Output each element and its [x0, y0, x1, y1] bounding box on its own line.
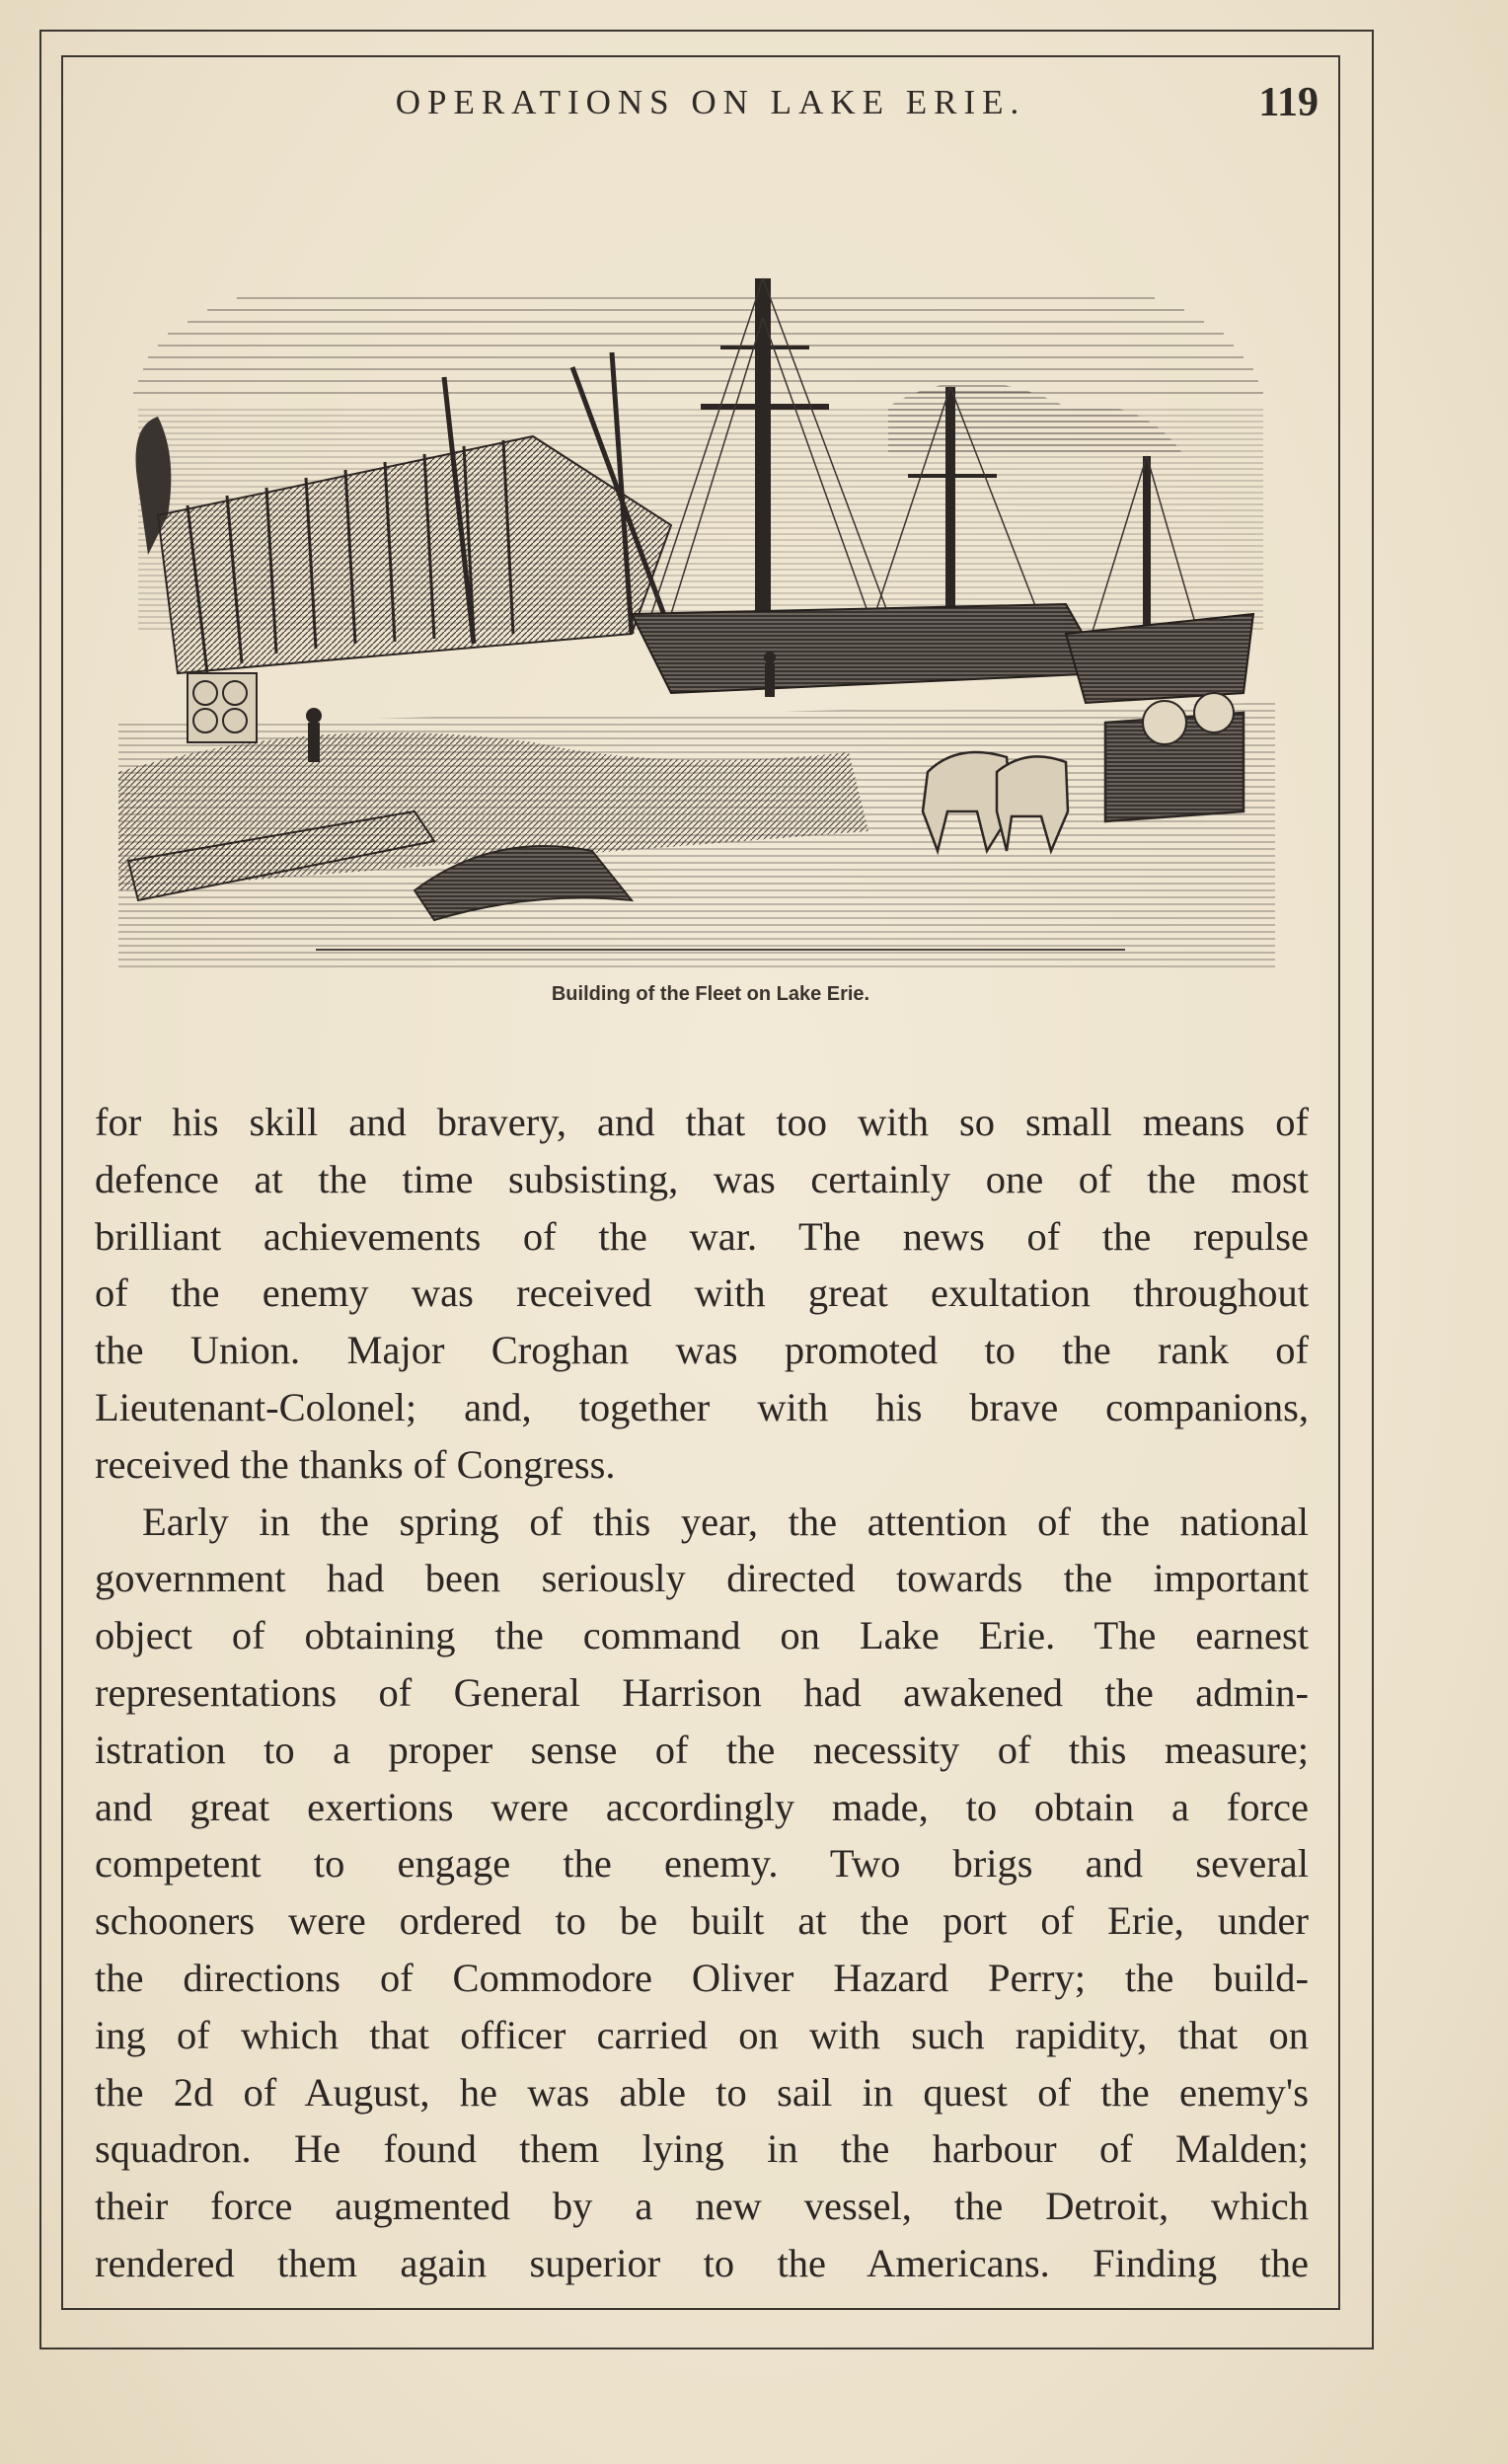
text-line: rendered them again superior to the Americans. Finding the: [95, 2240, 1309, 2285]
paragraph-2: [95, 1494, 1309, 2292]
text-line: Early in the spring of this year, the attention of the national: [142, 1499, 1309, 1544]
text-line: Lieutenant-Colonel; and, together with his brave companions,: [95, 1384, 1309, 1429]
text-line: squadron. He found them lying in the harbour of Malden;: [95, 2126, 1309, 2172]
text-line: defence at the time subsisting, was certainly one of the most: [95, 1156, 1309, 1201]
text-line: received the thanks of Congress.: [95, 1441, 616, 1487]
body-text: [95, 1094, 1309, 2292]
text-line: the 2d of August, he was able to sail in quest of the enemy's: [95, 2069, 1309, 2115]
running-head-title: OPERATIONS ON LAKE ERIE.: [395, 83, 1026, 121]
text-line: object of obtaining the command on Lake Erie. The earnest: [95, 1613, 1309, 1658]
running-head: [0, 80, 1508, 134]
figure-caption: Building of the Fleet on Lake Erie.: [551, 983, 870, 1005]
paragraph-1: [95, 1094, 1309, 1494]
text-line: competent to engage the enemy. Two brigs and several: [95, 1841, 1309, 1886]
text-line: brilliant achievements of the war. The news of the repulse: [95, 1213, 1309, 1259]
text-line: the Union. Major Croghan was promoted to the rank of: [95, 1328, 1309, 1373]
text-line: government had been seriously directed towards the important: [95, 1556, 1309, 1601]
text-line: the directions of Commodore Oliver Hazard Perry; the build-: [95, 1955, 1309, 2000]
text-line: istration to a proper sense of the necessity of this measure;: [95, 1727, 1309, 1772]
text-line: schooners were ordered to be built at the port of Erie, under: [95, 1898, 1309, 1944]
text-line: and great exertions were accordingly made, to obtain a force: [95, 1784, 1309, 1829]
text-line: of the enemy was received with great exultation throughout: [95, 1270, 1309, 1316]
text-line: their force augmented by a new vessel, the Detroit, which: [95, 2184, 1309, 2229]
text-line: ing of which that officer carried on with such rapidity, that on: [95, 2012, 1309, 2057]
text-line: representations of General Harrison had awakened the admin-: [95, 1669, 1309, 1715]
text-line: for his skill and bravery, and that too with so small means of: [95, 1100, 1309, 1144]
engraving-shipbuilding-icon: [118, 259, 1275, 967]
page-number: 119: [1258, 80, 1319, 125]
